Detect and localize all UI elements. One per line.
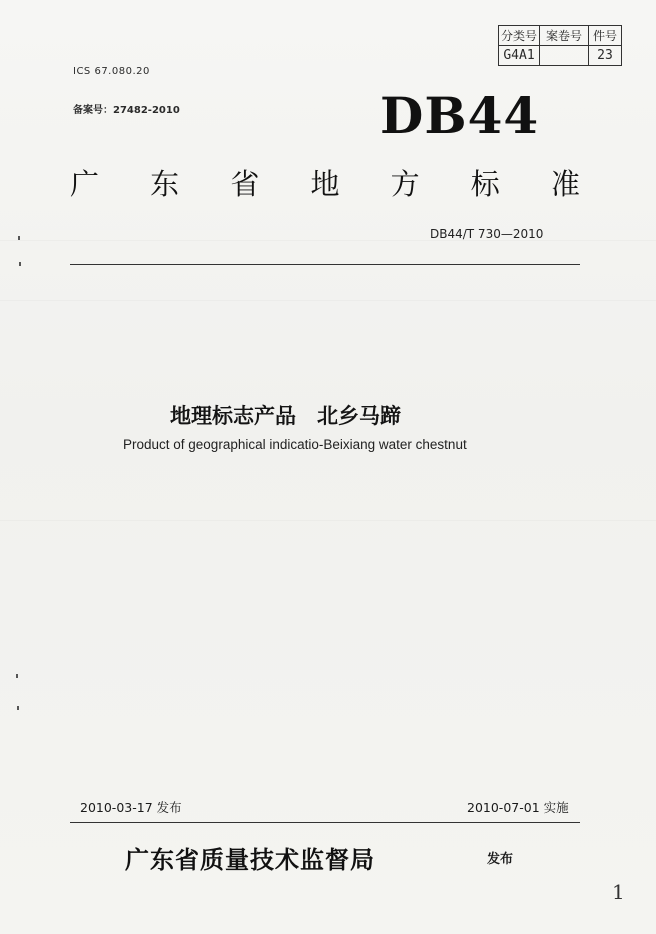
publish-date: 2010-03-17 发布 (80, 800, 182, 815)
title-chinese: 地理标志产品 北乡马蹄 (170, 404, 401, 428)
local-standard-heading (70, 162, 580, 203)
heading-char: 地 (310, 167, 340, 201)
heading-char: 方 (390, 167, 420, 201)
header-divider (70, 264, 580, 265)
scan-artifact (0, 240, 656, 241)
standard-number: DB44/T 730—2010 (430, 227, 544, 241)
footer-divider (70, 822, 580, 823)
archive-stamp-header-item: 件号 (589, 26, 622, 46)
standard-code: DB44 (380, 86, 540, 145)
page-number: 1 (612, 880, 625, 904)
scan-mark (16, 674, 18, 678)
archive-stamp-header-row (499, 26, 622, 46)
ics-code: ICS 67.080.20 (73, 66, 150, 77)
scan-mark (18, 236, 20, 240)
record-number: 备案号：27482-2010 (73, 105, 180, 116)
issuing-authority: 广东省质量技术监督局 (125, 845, 375, 874)
archive-stamp-value-category: G4A1 (499, 46, 540, 66)
archive-stamp-value-row (499, 46, 622, 66)
archive-stamp-header-category: 分类号 (499, 26, 540, 46)
issue-label: 发布 (487, 852, 514, 867)
archive-stamp-value-file (540, 46, 589, 66)
archive-stamp-value-item: 23 (589, 46, 622, 66)
implement-date: 2010-07-01 实施 (467, 800, 569, 815)
heading-char: 省 (230, 167, 260, 201)
scan-artifact (0, 300, 656, 301)
scan-mark (17, 706, 19, 710)
heading-char: 准 (550, 167, 580, 201)
heading-char: 东 (150, 167, 180, 201)
title-english: Product of geographical indicatio-Beixiang water chestnut (123, 437, 467, 452)
heading-char: 标 (470, 167, 500, 201)
heading-char: 广 (70, 167, 100, 201)
archive-stamp-header-file: 案卷号 (540, 26, 589, 46)
scan-mark (19, 262, 21, 266)
archive-stamp-table (498, 25, 622, 66)
scan-artifact (0, 520, 656, 521)
